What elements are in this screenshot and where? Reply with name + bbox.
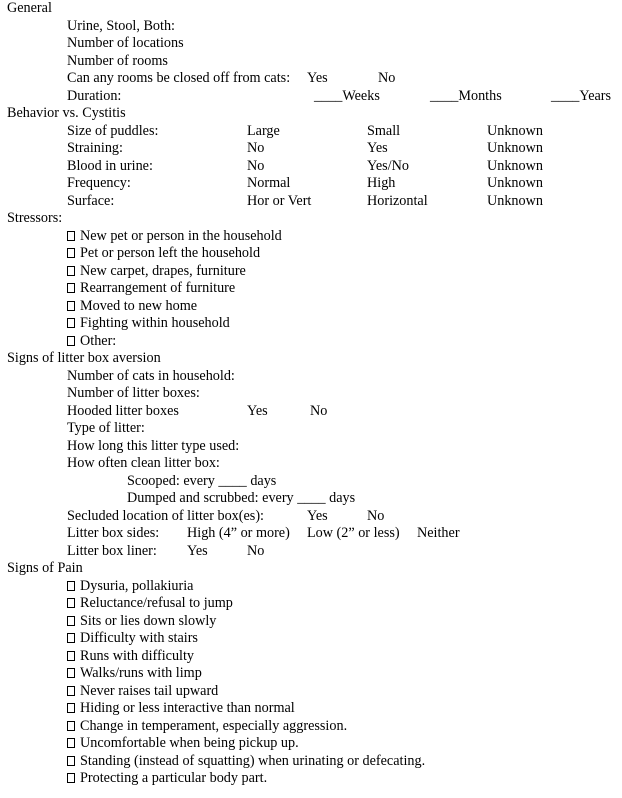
behavior-row-col-c: Unknown (487, 192, 543, 209)
behavior-row-col-a: Normal (247, 175, 291, 191)
hooded-no-option: No (310, 402, 328, 419)
checkbox-icon[interactable] (67, 318, 75, 328)
sides-high-option: High (4” or more) (187, 525, 290, 541)
behavior-row-col-b: Yes/No (367, 157, 409, 174)
behavior-row-col-b: High (367, 175, 396, 191)
sides-low-option: Low (2” or less) (307, 525, 400, 541)
checkbox-icon[interactable] (67, 616, 75, 626)
litter-how-long-label: How long this litter type used: (67, 437, 240, 454)
hooded-yes-option: Yes (247, 402, 268, 419)
behavior-row-col-a: Hor or Vert (247, 192, 312, 209)
dumped-label: Dumped and scrubbed: every ____ days (127, 490, 356, 506)
num-boxes-label: Number of litter boxes: (67, 385, 200, 401)
behavior-row-col-b: Small (367, 122, 401, 139)
behavior-row-col-c: Unknown (487, 175, 543, 191)
pain-item[interactable]: Reluctance/refusal to jump (67, 595, 233, 613)
behavior-row-col-a: Large (247, 122, 280, 139)
duration-months: ____Months (430, 87, 502, 104)
behavior-row-col-c: Unknown (487, 122, 543, 139)
pain-item[interactable]: Standing (instead of squatting) when urinating or defecating. (67, 753, 425, 771)
stressor-item[interactable]: Fighting within household (67, 315, 230, 333)
num-cats-label: Number of cats in household: (67, 367, 235, 384)
secluded-no-option: No (367, 507, 385, 524)
behavior-row-label: Blood in urine: (67, 157, 153, 174)
behavior-row-col-b: Yes (367, 140, 388, 156)
pain-heading: Signs of Pain (7, 560, 83, 576)
litter-heading: Signs of litter box aversion (7, 350, 161, 366)
checkbox-icon[interactable] (67, 773, 75, 783)
sides-label: Litter box sides: (67, 525, 160, 541)
hooded-label: Hooded litter boxes (67, 402, 179, 419)
litter-how-often-label: How often clean litter box: (67, 455, 220, 471)
num-locations-label: Number of locations (67, 35, 184, 51)
checkbox-icon[interactable] (67, 738, 75, 748)
behavior-row-col-c: Unknown (487, 157, 543, 174)
checkbox-icon[interactable] (67, 301, 75, 311)
litter-type-label: Type of litter: (67, 420, 145, 436)
checkbox-icon[interactable] (67, 651, 75, 661)
checkbox-icon[interactable] (67, 756, 75, 766)
checkbox-icon[interactable] (67, 686, 75, 696)
duration-weeks: ____Weeks (314, 87, 380, 104)
behavior-row-label: Surface: (67, 192, 115, 209)
urine-stool-label: Urine, Stool, Both: (67, 17, 175, 34)
pain-item[interactable]: Runs with difficulty (67, 648, 194, 666)
checkbox-icon[interactable] (67, 283, 75, 293)
general-heading: General (7, 0, 52, 16)
checkbox-icon[interactable] (67, 336, 75, 346)
behavior-row-label: Frequency: (67, 175, 131, 191)
stressors-heading: Stressors: (7, 210, 63, 226)
pain-item[interactable]: Uncomfortable when being pickup up. (67, 735, 299, 753)
behavior-row-col-c: Unknown (487, 140, 543, 156)
pain-item[interactable]: Never raises tail upward (67, 683, 218, 701)
pain-item[interactable]: Hiding or less interactive than normal (67, 700, 295, 718)
checkbox-icon[interactable] (67, 581, 75, 591)
behavior-heading: Behavior vs. Cystitis (7, 105, 126, 121)
checkbox-icon[interactable] (67, 266, 75, 276)
stressor-item[interactable]: Other: (67, 333, 116, 351)
stressor-item[interactable]: Pet or person left the household (67, 245, 260, 263)
closed-yes-option: Yes (307, 70, 328, 86)
pain-item[interactable]: Walks/runs with limp (67, 665, 202, 683)
num-rooms-label: Number of rooms (67, 52, 168, 69)
pain-item[interactable]: Difficulty with stairs (67, 630, 198, 648)
pain-item[interactable]: Dysuria, pollakiuria (67, 578, 193, 596)
behavior-row-col-a: No (247, 140, 265, 156)
liner-no-option: No (247, 542, 265, 559)
liner-label: Litter box liner: (67, 542, 157, 559)
checkbox-icon[interactable] (67, 633, 75, 643)
behavior-row-label: Size of puddles: (67, 122, 159, 139)
secluded-label: Secluded location of litter box(es): (67, 507, 264, 524)
pain-item[interactable]: Sits or lies down slowly (67, 613, 216, 631)
checkbox-icon[interactable] (67, 668, 75, 678)
liner-yes-option: Yes (187, 542, 208, 559)
scooped-label: Scooped: every ____ days (127, 472, 277, 489)
checkbox-icon[interactable] (67, 231, 75, 241)
closed-no-option: No (378, 70, 396, 86)
stressor-item[interactable]: New pet or person in the household (67, 228, 282, 246)
stressor-item[interactable]: New carpet, drapes, furniture (67, 263, 246, 281)
behavior-row-col-b: Horizontal (367, 192, 428, 209)
stressor-item[interactable]: Moved to new home (67, 298, 197, 316)
checkbox-icon[interactable] (67, 598, 75, 608)
checkbox-icon[interactable] (67, 703, 75, 713)
behavior-row-col-a: No (247, 157, 265, 174)
behavior-row-label: Straining: (67, 140, 123, 156)
duration-years: ____Years (551, 87, 612, 104)
sides-neither-option: Neither (417, 525, 460, 541)
pain-item[interactable]: Change in temperament, especially aggression. (67, 718, 347, 736)
stressor-item[interactable]: Rearrangement of furniture (67, 280, 235, 298)
pain-item[interactable]: Protecting a particular body part. (67, 770, 267, 788)
checkbox-icon[interactable] (67, 721, 75, 731)
secluded-yes-option: Yes (307, 507, 328, 524)
closed-off-label: Can any rooms be closed off from cats: (67, 70, 291, 86)
checkbox-icon[interactable] (67, 248, 75, 258)
duration-label: Duration: (67, 87, 122, 104)
